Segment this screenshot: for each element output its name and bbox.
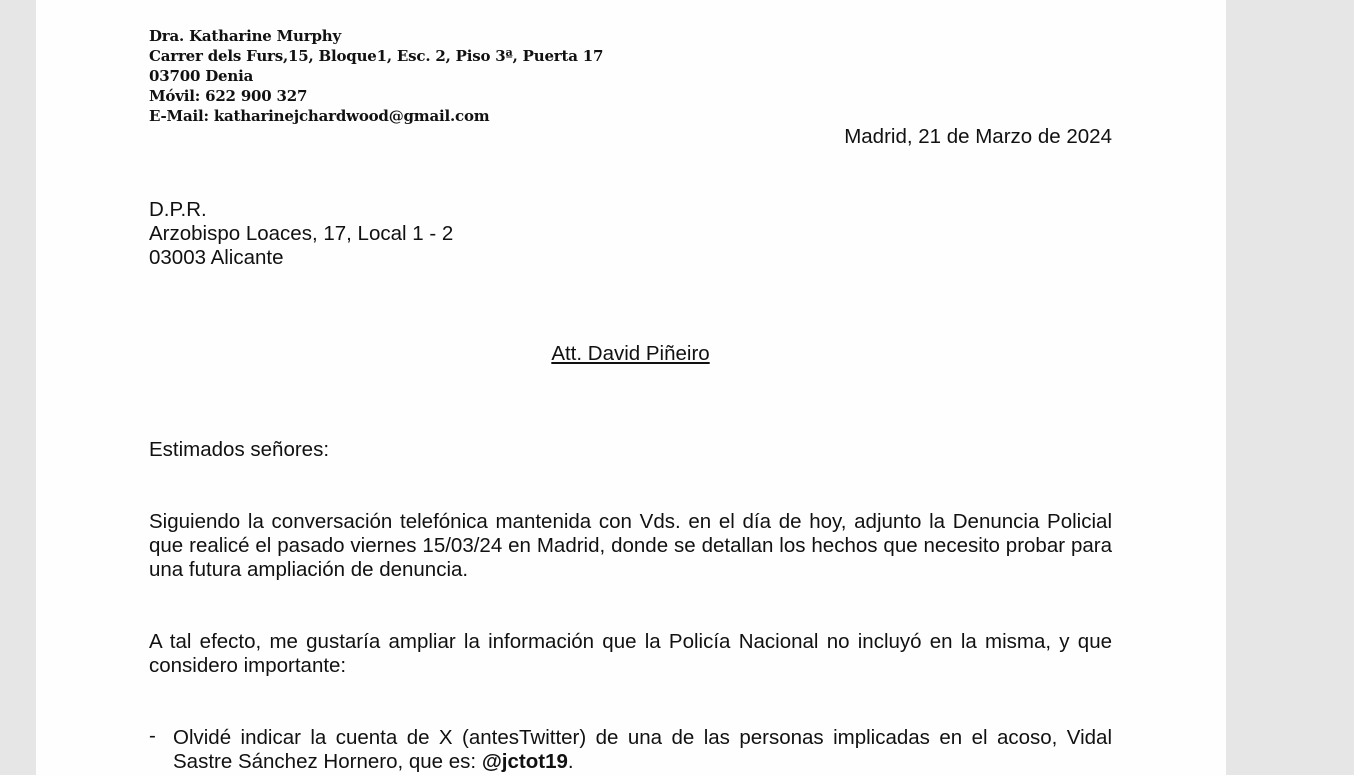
- twitter-handle: @jctot19: [481, 750, 568, 773]
- sender-phone: Móvil: 622 900 327: [149, 87, 308, 105]
- greeting: Estimados señores:: [149, 438, 330, 461]
- attention-line: [149, 342, 1112, 366]
- recipient-address: Arzobispo Loaces, 17, Local 1 - 2: [149, 222, 454, 245]
- attention-text: Att. David Piñeiro: [551, 342, 710, 365]
- sender-name: Dra. Katharine Murphy: [149, 27, 341, 45]
- recipient-name: D.P.R.: [149, 198, 207, 221]
- paragraph: A tal efecto, me gustaría ampliar la información que la Policía Nacional no incluyó en la misma, y que considero importante:: [149, 630, 1112, 677]
- sender-city: 03700 Denia: [149, 67, 254, 85]
- recipient-block: [149, 198, 453, 270]
- sender-block: [149, 26, 603, 126]
- bullet-text: [173, 726, 1112, 774]
- paragraph: Siguiendo la conversación telefónica mantenida con Vds. en el día de hoy, adjunto la Denuncia Policial que realicé el pasado viernes 15/03/24 en Madrid, donde se detallan los hechos que necesito probar para una futura ampliación de denuncia.: [149, 510, 1112, 581]
- sender-address: Carrer dels Furs,15, Bloque1, Esc. 2, Piso 3ª, Puerta 17: [149, 47, 604, 65]
- document-page: [36, 0, 1226, 775]
- letter-date: Madrid, 21 de Marzo de 2024: [844, 125, 1112, 148]
- bullet-text-before: Olvidé indicar la cuenta de X (antesTwitter) de una de las personas implicadas en el acoso, Vidal Sastre Sánchez Hornero, que es:: [173, 726, 1112, 773]
- sender-email: E-Mail: katharinejchardwood@gmail.com: [149, 107, 490, 125]
- recipient-city: 03003 Alicante: [149, 246, 284, 269]
- bullet-marker: -: [149, 724, 156, 747]
- bullet-text-after: .: [567, 750, 574, 773]
- bullet-item: [149, 726, 1112, 774]
